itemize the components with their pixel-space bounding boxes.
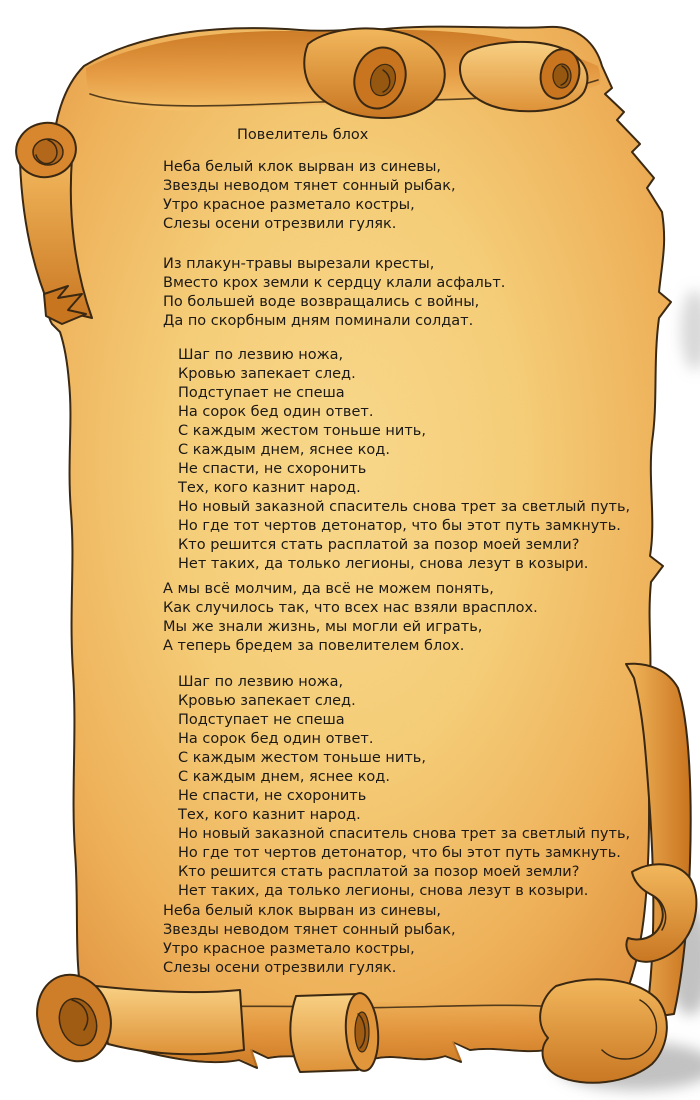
lyric-line: Подступает не спеша: [178, 385, 345, 401]
lyric-line: Из плакун-травы вырезали кресты,: [163, 256, 435, 272]
lyric-line: Как случилось так, что всех нас взяли врасплох.: [163, 600, 538, 616]
lyric-line: С каждым днем, яснее код.: [178, 769, 390, 785]
lyric-line: По большей воде возвращались с войны,: [163, 294, 480, 310]
verse-2: [163, 255, 505, 331]
lyric-line: Но новый заказной спаситель снова трет за светлый путь,: [178, 499, 631, 515]
lyric-line: Утро красное разметало костры,: [163, 197, 415, 213]
lyric-line: Да по скорбным дням поминали солдат.: [163, 313, 474, 329]
verse-4: [163, 902, 456, 978]
lyric-line: Вместо крох земли к сердцу клали асфальт.: [163, 275, 506, 291]
lyric-line: Но где тот чертов детонатор, что бы этот путь замкнуть.: [178, 518, 621, 534]
lyric-line: Нет таких, да только легионы, снова лезут в козыри.: [178, 556, 589, 572]
lyric-line: Мы же знали жизнь, мы могли ей играть,: [163, 619, 483, 635]
lyric-line: Шаг по лезвию ножа,: [178, 674, 344, 690]
lyric-line: На сорок бед один ответ.: [178, 731, 374, 747]
chorus-2: [178, 673, 630, 901]
lyric-line: Шаг по лезвию ножа,: [178, 347, 344, 363]
lyric-line: Кровью запекает след.: [178, 366, 356, 382]
song-title-text: Повелитель блох: [237, 127, 369, 143]
song-title: [237, 126, 368, 145]
chorus-1: [178, 346, 630, 574]
verse-1: [163, 158, 456, 234]
lyric-line: Неба белый клок вырван из синевы,: [163, 903, 441, 919]
lyric-line: Слезы осени отрезвили гуляк.: [163, 960, 397, 976]
lyric-line: Звезды неводом тянет сонный рыбак,: [163, 922, 456, 938]
lyric-line: Неба белый клок вырван из синевы,: [163, 159, 441, 175]
lyric-line: Тех, кого казнит народ.: [178, 480, 361, 496]
lyric-line: А теперь бредем за повелителем блох.: [163, 638, 465, 654]
lyric-line: С каждым днем, яснее код.: [178, 442, 390, 458]
verse-3: [163, 580, 538, 656]
lyric-line: На сорок бед один ответ.: [178, 404, 374, 420]
lyric-line: С каждым жестом тоньше нить,: [178, 750, 426, 766]
lyric-line: Утро красное разметало костры,: [163, 941, 415, 957]
lyric-line: Не спасти, не схоронить: [178, 788, 367, 804]
lyric-line: Звезды неводом тянет сонный рыбак,: [163, 178, 456, 194]
lyric-line: Кто решится стать расплатой за позор моей земли?: [178, 537, 580, 553]
lyric-line: Тех, кого казнит народ.: [178, 807, 361, 823]
lyric-line: Но где тот чертов детонатор, что бы этот путь замкнуть.: [178, 845, 621, 861]
lyric-line: Кто решится стать расплатой за позор моей земли?: [178, 864, 580, 880]
lyric-line: Не спасти, не схоронить: [178, 461, 367, 477]
lyric-line: Кровью запекает след.: [178, 693, 356, 709]
lyric-line: Но новый заказной спаситель снова трет за светлый путь,: [178, 826, 631, 842]
lyric-line: С каждым жестом тоньше нить,: [178, 423, 426, 439]
lyric-line: Слезы осени отрезвили гуляк.: [163, 216, 397, 232]
lyric-line: Подступает не спеша: [178, 712, 345, 728]
lyric-line: Нет таких, да только легионы, снова лезут в козыри.: [178, 883, 589, 899]
lyric-line: А мы всё молчим, да всё не можем понять,: [163, 581, 494, 597]
